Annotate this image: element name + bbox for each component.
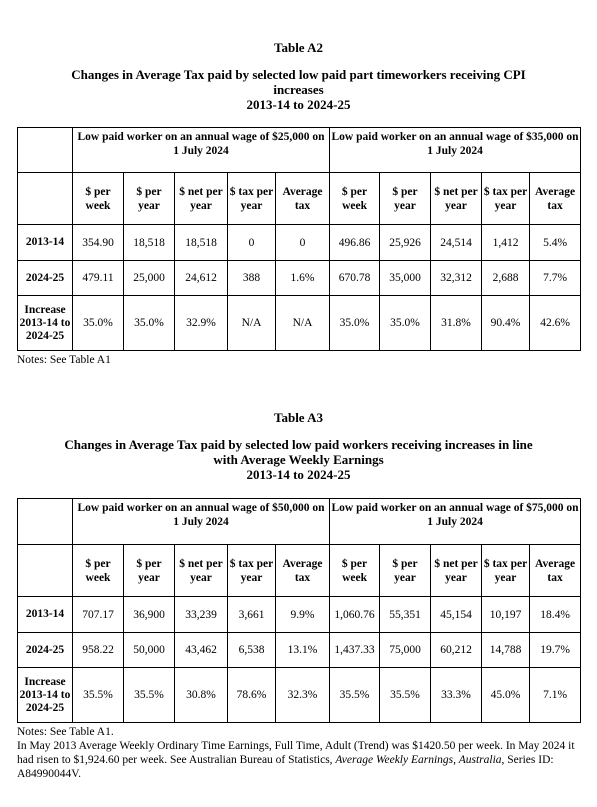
table-cell: 36,900 <box>124 597 175 633</box>
table-cell: 35.5% <box>73 668 124 723</box>
table-cell: 25,000 <box>124 261 175 296</box>
table-cell: 1,060.76 <box>330 597 380 633</box>
column-header: $ per year <box>124 545 175 597</box>
notes-text: , Series ID: A84990044V. <box>17 754 554 780</box>
table-cell: 14,788 <box>482 633 530 668</box>
table-cell: 7.1% <box>530 668 581 723</box>
table-row <box>18 633 581 668</box>
table-a3-group-header: Low paid worker on an annual wage of $75,000 on 1 July 2024 <box>330 499 581 545</box>
table-cell: 0 <box>228 225 276 261</box>
notes-text: In May 2013 Average Weekly Ordinary Time Earnings, Full Time, Adult (Trend) was $1420.50 per week. In May 2024 it had risen to $1,924.60 per week. See Australian Bureau of Statistics, <box>17 740 575 766</box>
table-cell: 18.4% <box>530 597 581 633</box>
column-header: $ net per year <box>431 173 482 225</box>
table-cell: 33.3% <box>431 668 482 723</box>
table-a3-section <box>17 410 580 781</box>
column-header: $ per week <box>330 545 380 597</box>
table-cell: 958.22 <box>73 633 124 668</box>
row-label: 2024-25 <box>18 633 73 668</box>
table-cell: 90.4% <box>482 296 530 351</box>
table-cell: 18,518 <box>124 225 175 261</box>
table-a2-period: 2013-14 to 2024-25 <box>246 97 351 112</box>
table-row <box>18 225 581 261</box>
table-row <box>18 597 581 633</box>
table-a2-heading-line2: increases <box>273 82 324 97</box>
table-cell: 32.9% <box>175 296 228 351</box>
column-header: $ per year <box>380 173 431 225</box>
table-cell: 31.8% <box>431 296 482 351</box>
table-cell: 1.6% <box>276 261 330 296</box>
row-label: 2013-14 <box>18 597 73 633</box>
table-cell: 60,212 <box>431 633 482 668</box>
table-cell: 1,437.33 <box>330 633 380 668</box>
column-header: $ per week <box>73 545 124 597</box>
table-cell: 19.7% <box>530 633 581 668</box>
table-cell: 24,612 <box>175 261 228 296</box>
column-header: $ tax per year <box>482 173 530 225</box>
table-a3-heading <box>17 437 580 482</box>
table-cell: 35.0% <box>124 296 175 351</box>
column-header: $ net per year <box>431 545 482 597</box>
table-cell: 35.5% <box>330 668 380 723</box>
table-cell: 10,197 <box>482 597 530 633</box>
table-cell: 50,000 <box>124 633 175 668</box>
table-a2-notes: Notes: See Table A1 <box>17 354 111 366</box>
table-cell: 1,412 <box>482 225 530 261</box>
table-cell: 388 <box>228 261 276 296</box>
column-header: $ per year <box>124 173 175 225</box>
table-cell: 354.90 <box>73 225 124 261</box>
table-a2-heading-line1: Changes in Average Tax paid by selected low paid part timeworkers receiving CPI <box>71 67 526 82</box>
table-cell: N/A <box>228 296 276 351</box>
row-label: Increase 2013-14 to 2024-25 <box>18 668 73 723</box>
table-a3-group-header: Low paid worker on an annual wage of $50,000 on 1 July 2024 <box>73 499 330 545</box>
table-a3-group-row <box>18 499 581 545</box>
column-header: $ tax per year <box>228 173 276 225</box>
table-cell: 670.78 <box>330 261 380 296</box>
table-a2-label: Table A2 <box>273 40 323 55</box>
table-cell: 24,514 <box>431 225 482 261</box>
column-header: Average tax <box>530 173 581 225</box>
table-a2-heading <box>17 67 580 112</box>
column-header: $ per year <box>380 545 431 597</box>
table-a2-group-header: Low paid worker on an annual wage of $25,000 on 1 July 2024 <box>73 128 330 173</box>
table-cell: 32.3% <box>276 668 330 723</box>
table-cell: 35.5% <box>380 668 431 723</box>
table-cell: 35.0% <box>380 296 431 351</box>
table-a3-heading-line1: Changes in Average Tax paid by selected low paid workers receiving increases in line <box>64 437 533 452</box>
column-header: $ per week <box>73 173 124 225</box>
table-cell: 42.6% <box>530 296 581 351</box>
row-label: Increase 2013-14 to 2024-25 <box>18 296 73 351</box>
table-cell: 9.9% <box>276 597 330 633</box>
table-a2-column-header-row <box>18 173 581 225</box>
table-a3-notes-line2 <box>17 739 580 781</box>
table-a3-notes-line1: Notes: See Table A1. <box>17 726 114 738</box>
table-cell: 35,000 <box>380 261 431 296</box>
table-row <box>18 668 581 723</box>
table-a3 <box>17 498 581 723</box>
table-cell: 55,351 <box>380 597 431 633</box>
table-a3-heading-line2: with Average Weekly Earnings <box>213 452 384 467</box>
table-a2-group-row <box>18 128 581 173</box>
notes-publication-title: Average Weekly Earnings, Australia <box>335 754 502 766</box>
table-row <box>18 261 581 296</box>
table-a2-section <box>17 40 580 367</box>
table-cell: 43,462 <box>175 633 228 668</box>
table-a2 <box>17 127 581 351</box>
column-header: Average tax <box>276 173 330 225</box>
table-cell: 78.6% <box>228 668 276 723</box>
table-cell: 0 <box>276 225 330 261</box>
table-a2-group-header: Low paid worker on an annual wage of $35,000 on 1 July 2024 <box>330 128 581 173</box>
table-cell: 6,538 <box>228 633 276 668</box>
table-a3-row-label-header <box>18 545 73 597</box>
column-header: Average tax <box>530 545 581 597</box>
table-cell: 32,312 <box>431 261 482 296</box>
table-cell: 45.0% <box>482 668 530 723</box>
column-header: $ net per year <box>175 545 228 597</box>
table-cell: 35.0% <box>330 296 380 351</box>
column-header: $ tax per year <box>228 545 276 597</box>
table-cell: 33,239 <box>175 597 228 633</box>
table-cell: 496.86 <box>330 225 380 261</box>
table-cell: 25,926 <box>380 225 431 261</box>
table-cell: N/A <box>276 296 330 351</box>
column-header: $ net per year <box>175 173 228 225</box>
column-header: $ per week <box>330 173 380 225</box>
table-a3-notes <box>17 725 580 781</box>
table-cell: 18,518 <box>175 225 228 261</box>
table-cell: 35.0% <box>73 296 124 351</box>
table-cell: 479.11 <box>73 261 124 296</box>
table-cell: 2,688 <box>482 261 530 296</box>
table-a2-row-label-header <box>18 173 73 225</box>
column-header: $ tax per year <box>482 545 530 597</box>
table-cell: 75,000 <box>380 633 431 668</box>
table-a3-column-header-row <box>18 545 581 597</box>
table-a3-label: Table A3 <box>273 410 323 425</box>
table-a3-corner-cell <box>18 499 73 545</box>
table-row <box>18 296 581 351</box>
row-label: 2024-25 <box>18 261 73 296</box>
table-a3-period: 2013-14 to 2024-25 <box>246 467 351 482</box>
table-cell: 3,661 <box>228 597 276 633</box>
table-cell: 13.1% <box>276 633 330 668</box>
table-cell: 35.5% <box>124 668 175 723</box>
row-label: 2013-14 <box>18 225 73 261</box>
table-cell: 30.8% <box>175 668 228 723</box>
table-cell: 5.4% <box>530 225 581 261</box>
table-cell: 707.17 <box>73 597 124 633</box>
table-cell: 45,154 <box>431 597 482 633</box>
table-cell: 7.7% <box>530 261 581 296</box>
column-header: Average tax <box>276 545 330 597</box>
table-a2-corner-cell <box>18 128 73 173</box>
